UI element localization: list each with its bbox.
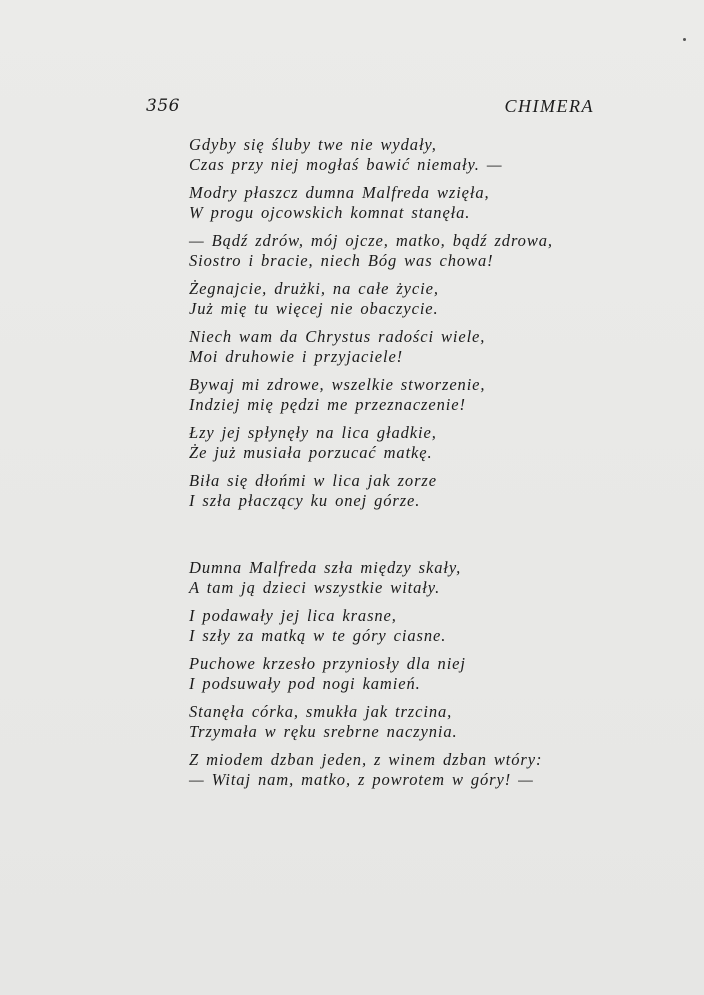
poem-line: Niech wam da Chrystus radości wiele, bbox=[189, 327, 486, 346]
poem-line: Z miodem dzban jeden, z winem dzban wtóry: bbox=[189, 750, 543, 769]
poem-line: Bywaj mi zdrowe, wszelkie stworzenie, bbox=[189, 375, 486, 394]
poem-line: Trzymała w ręku srebrne naczynia. bbox=[189, 721, 458, 741]
stanza bbox=[189, 375, 589, 414]
poem-line: Już mię tu więcej nie obaczycie. bbox=[189, 298, 439, 318]
poem-line: — Bądź zdrów, mój ojcze, matko, bądź zdrowa, bbox=[189, 231, 553, 250]
stanza-gap bbox=[189, 462, 589, 471]
poem-line: Puchowe krzesło przyniosły dla niej bbox=[189, 654, 466, 673]
poem-line: Żegnajcie, drużki, na całe życie, bbox=[189, 279, 439, 298]
page-number: 356 bbox=[146, 96, 180, 116]
poem-line: Indziej mię pędzi me przeznaczenie! bbox=[189, 394, 466, 414]
poem-text bbox=[189, 135, 589, 789]
page-header bbox=[146, 96, 594, 120]
poem-line: Modry płaszcz dumna Malfreda wzięła, bbox=[189, 183, 490, 202]
poem-line: I szła płaczący ku onej górze. bbox=[189, 490, 421, 510]
running-title: CHIMERA bbox=[504, 96, 594, 116]
section-break bbox=[189, 510, 589, 558]
poem-line: W progu ojcowskich komnat stanęła. bbox=[189, 202, 471, 222]
stanza bbox=[189, 183, 589, 222]
stanza-gap bbox=[189, 222, 589, 231]
poem-line: Że już musiała porzucać matkę. bbox=[189, 442, 433, 462]
corner-mark bbox=[683, 38, 686, 41]
stanza bbox=[189, 135, 589, 174]
stanza-gap bbox=[189, 597, 589, 606]
poem-line: I szły za matką w te góry ciasne. bbox=[189, 625, 447, 645]
stanza bbox=[189, 423, 589, 462]
stanza bbox=[189, 471, 589, 510]
stanza-gap bbox=[189, 414, 589, 423]
stanza-gap bbox=[189, 645, 589, 654]
poem-line: Siostro i bracie, niech Bóg was chowa! bbox=[189, 250, 494, 270]
stanza-gap bbox=[189, 318, 589, 327]
stanza-gap bbox=[189, 270, 589, 279]
poem-line: Biła się dłońmi w lica jak zorze bbox=[189, 471, 437, 490]
poem-line: A tam ją dzieci wszystkie witały. bbox=[189, 577, 441, 597]
stanza-gap bbox=[189, 693, 589, 702]
stanza bbox=[189, 231, 589, 270]
stanza bbox=[189, 750, 589, 789]
poem-line: — Witaj nam, matko, z powrotem w góry! — bbox=[189, 769, 534, 789]
stanza bbox=[189, 558, 589, 597]
stanza-gap bbox=[189, 366, 589, 375]
poem-line: I podsuwały pod nogi kamień. bbox=[189, 673, 421, 693]
stanza bbox=[189, 327, 589, 366]
poem-line: Dumna Malfreda szła między skały, bbox=[189, 558, 462, 577]
stanza bbox=[189, 279, 589, 318]
poem-line: Gdyby się śluby twe nie wydały, bbox=[189, 135, 437, 154]
poem-line: Czas przy niej mogłaś bawić niemały. — bbox=[189, 154, 503, 174]
poem-line: I podawały jej lica krasne, bbox=[189, 606, 397, 625]
stanza-gap bbox=[189, 174, 589, 183]
stanza bbox=[189, 654, 589, 693]
stanza-gap bbox=[189, 741, 589, 750]
poem-line: Stanęła córka, smukła jak trzcina, bbox=[189, 702, 453, 721]
stanza bbox=[189, 702, 589, 741]
stanza bbox=[189, 606, 589, 645]
poem-line: Łzy jej spłynęły na lica gładkie, bbox=[189, 423, 437, 442]
poem-line: Moi druhowie i przyjaciele! bbox=[189, 346, 404, 366]
